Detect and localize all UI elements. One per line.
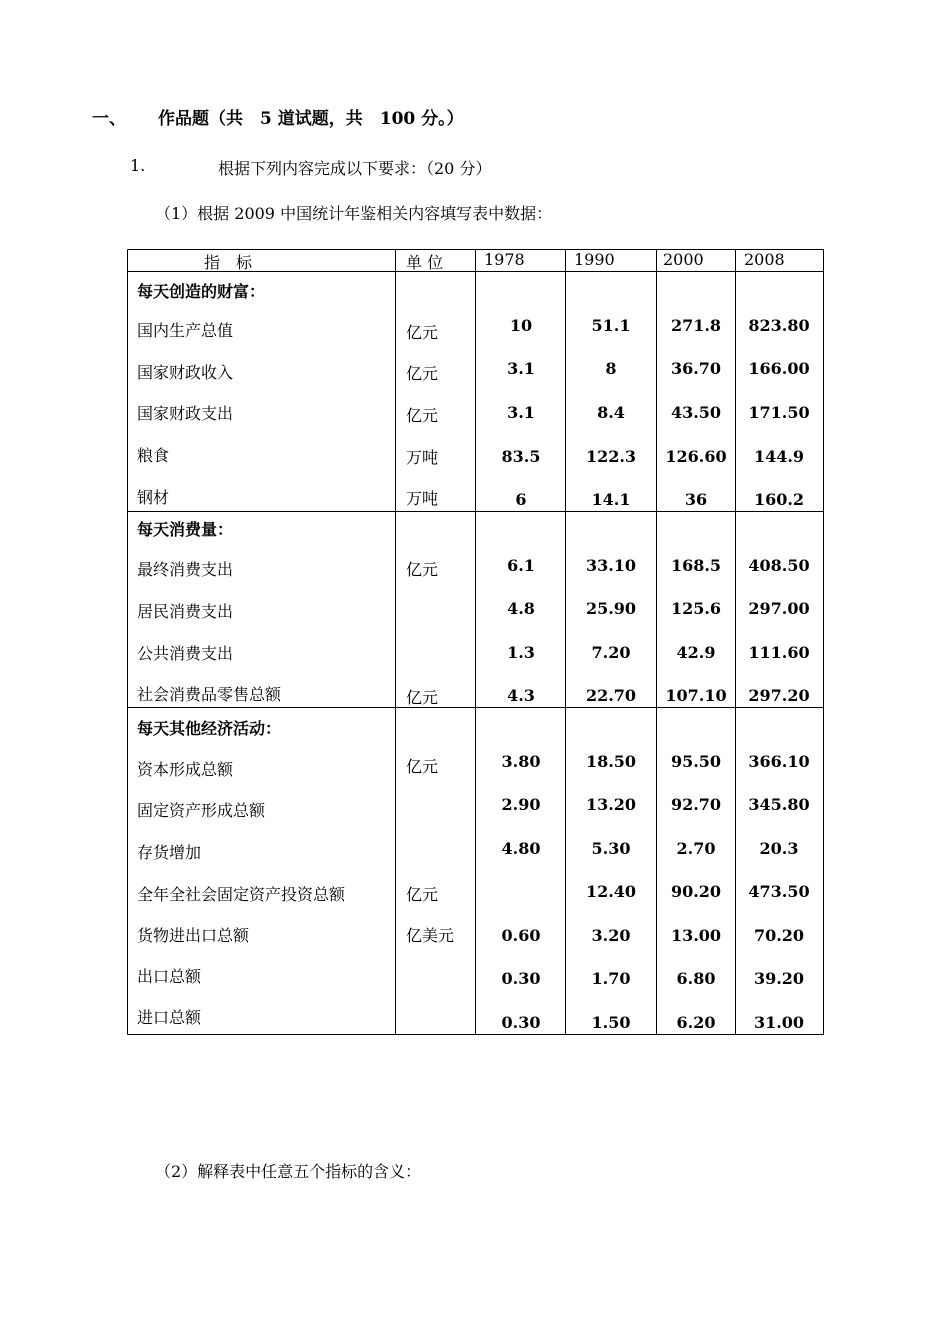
value-1978: 0.30 xyxy=(501,1013,541,1032)
value-2000: 42.9 xyxy=(676,643,716,662)
value-2008: 39.20 xyxy=(753,969,805,988)
group-title: 每天其他经济活动： xyxy=(137,719,282,738)
row-label: 国家财政支出 xyxy=(137,404,234,423)
row-unit: 亿元 xyxy=(406,757,439,776)
question-text: 根据下列内容完成以下要求：（20 分） xyxy=(218,159,492,178)
header-unit: 单 位 xyxy=(406,253,444,272)
header-indicator: 指 标 xyxy=(204,253,253,272)
value-2008: 171.50 xyxy=(748,403,810,422)
value-2008: 111.60 xyxy=(748,643,810,662)
value-2008: 20.3 xyxy=(759,839,799,858)
row-label: 居民消费支出 xyxy=(137,602,234,621)
header-1990: 1990 xyxy=(574,250,615,269)
value-1990: 8.4 xyxy=(597,403,625,422)
row-label: 社会消费品零售总额 xyxy=(137,685,282,704)
row-label: 粮食 xyxy=(137,446,170,465)
value-2008: 31.00 xyxy=(753,1013,805,1032)
value-2008: 297.00 xyxy=(748,599,810,618)
value-1978: 0.30 xyxy=(501,969,541,988)
section-title: 作品题（共 5 道试题，共 100 分。） xyxy=(158,109,464,129)
header-2008: 2008 xyxy=(744,250,785,269)
row-label: 进口总额 xyxy=(137,1008,202,1027)
header-2000: 2000 xyxy=(663,250,704,269)
value-1978: 1.3 xyxy=(507,643,535,662)
row-unit: 亿元 xyxy=(406,364,439,383)
value-1978: 4.3 xyxy=(507,686,535,705)
value-2008: 823.80 xyxy=(748,316,810,335)
row-label: 国家财政收入 xyxy=(137,363,234,382)
value-2000: 36 xyxy=(684,490,708,509)
row-label: 全年全社会固定资产投资总额 xyxy=(137,885,346,904)
header-1978: 1978 xyxy=(484,250,525,269)
value-2000: 6.20 xyxy=(676,1013,716,1032)
row-unit: 亿元 xyxy=(406,406,439,425)
value-1990: 22.70 xyxy=(585,686,637,705)
row-unit: 亿元 xyxy=(406,885,439,904)
row-label: 资本形成总额 xyxy=(137,760,234,779)
row-unit: 亿元 xyxy=(406,688,439,707)
value-2008: 144.9 xyxy=(753,447,805,466)
row-label: 固定资产形成总额 xyxy=(137,801,266,820)
value-2008: 473.50 xyxy=(748,882,810,901)
value-2000: 271.8 xyxy=(670,316,722,335)
value-1990: 1.50 xyxy=(591,1013,631,1032)
value-2000: 95.50 xyxy=(670,752,722,771)
row-unit: 亿元 xyxy=(406,560,439,579)
value-1990: 18.50 xyxy=(585,752,637,771)
value-1978: 83.5 xyxy=(501,447,541,466)
row-label: 最终消费支出 xyxy=(137,560,234,579)
value-2000: 125.6 xyxy=(670,599,722,618)
group-title: 每天消费量： xyxy=(137,520,234,539)
row-label: 钢材 xyxy=(137,488,170,507)
value-2000: 92.70 xyxy=(670,795,722,814)
value-2008: 70.20 xyxy=(753,926,805,945)
value-2008: 297.20 xyxy=(748,686,810,705)
value-1990: 14.1 xyxy=(591,490,631,509)
row-label: 存货增加 xyxy=(137,843,202,862)
question-number: 1. xyxy=(130,156,146,175)
value-1990: 122.3 xyxy=(585,447,637,466)
value-2008: 408.50 xyxy=(748,556,810,575)
row-unit: 亿美元 xyxy=(406,926,455,945)
value-2000: 6.80 xyxy=(676,969,716,988)
value-1990: 25.90 xyxy=(585,599,637,618)
value-2000: 2.70 xyxy=(676,839,716,858)
value-1978: 10 xyxy=(509,316,533,335)
value-2008: 366.10 xyxy=(748,752,810,771)
subquestion-2: （2）解释表中任意五个指标的含义： xyxy=(155,1162,422,1181)
value-1978: 4.80 xyxy=(501,839,541,858)
value-2000: 107.10 xyxy=(665,686,727,705)
value-1978: 6.1 xyxy=(507,556,535,575)
value-1990: 12.40 xyxy=(585,882,637,901)
row-label: 货物进出口总额 xyxy=(137,926,250,945)
value-1978: 0.60 xyxy=(501,926,541,945)
section-number: 一、 xyxy=(92,109,126,129)
value-1978: 6 xyxy=(515,490,527,509)
value-2008: 166.00 xyxy=(748,359,810,378)
value-1990: 51.1 xyxy=(591,316,631,335)
value-1990: 3.20 xyxy=(591,926,631,945)
row-label: 出口总额 xyxy=(137,967,202,986)
value-2000: 90.20 xyxy=(670,882,722,901)
group-title: 每天创造的财富： xyxy=(137,282,266,301)
subquestion-1: （1）根据 2009 中国统计年鉴相关内容填写表中数据： xyxy=(155,204,553,223)
row-label: 国内生产总值 xyxy=(137,321,234,340)
row-unit: 万吨 xyxy=(406,489,439,508)
value-2000: 43.50 xyxy=(670,403,722,422)
value-2000: 126.60 xyxy=(665,447,727,466)
value-1990: 7.20 xyxy=(591,643,631,662)
value-1990: 1.70 xyxy=(591,969,631,988)
row-unit: 万吨 xyxy=(406,448,439,467)
value-1990: 13.20 xyxy=(585,795,637,814)
value-1990: 5.30 xyxy=(591,839,631,858)
value-2000: 36.70 xyxy=(670,359,722,378)
value-1990: 33.10 xyxy=(585,556,637,575)
value-2000: 168.5 xyxy=(670,556,722,575)
value-2008: 160.2 xyxy=(753,490,805,509)
value-1978: 3.80 xyxy=(501,752,541,771)
row-unit: 亿元 xyxy=(406,323,439,342)
value-1978: 2.90 xyxy=(501,795,541,814)
row-label: 公共消费支出 xyxy=(137,644,234,663)
value-1978: 3.1 xyxy=(507,359,535,378)
value-1978: 3.1 xyxy=(507,403,535,422)
value-1990: 8 xyxy=(605,359,617,378)
value-1978: 4.8 xyxy=(507,599,535,618)
value-2000: 13.00 xyxy=(670,926,722,945)
value-2008: 345.80 xyxy=(748,795,810,814)
